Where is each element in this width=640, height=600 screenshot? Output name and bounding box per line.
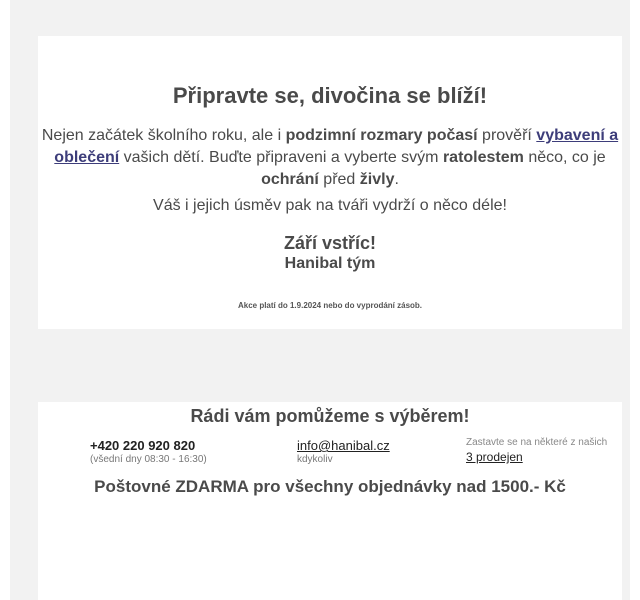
body-text-6: . [394,171,399,188]
stores-column [466,437,607,464]
promo-card [38,36,622,329]
body-text-1: Nejen začátek školního roku, ale i [41,127,286,144]
stores-link[interactable]: 3 prodejen [466,450,523,464]
smile-line: Váš i jejich úsměv pak na tváři vydrží o něco déle! [153,197,507,214]
equipment-link[interactable]: vybavení a oblečení [54,127,619,166]
free-shipping-banner: Poštovné ZDARMA pro všechny objednávky nad 1500.- Kč [94,477,566,496]
body-text-4: něco, co je [523,149,606,166]
body-bold-kids: ratolestem [442,149,524,166]
body-text-2: prověří [477,127,537,144]
email-column [297,438,390,465]
signoff-team: Hanibal tým [284,255,376,272]
body-bold-elements: živly [359,171,395,188]
stores-note: Zastavte se na některé z našich [466,437,608,448]
phone-hours: (všední dny 08:30 - 16:30) [90,454,207,465]
body-bold-protect: ochrání [261,171,319,188]
email-link[interactable]: info@hanibal.cz [297,438,390,453]
body-text-3: vašich dětí. Buďte připraveni a vyberte svým [119,149,443,166]
offer-disclaimer: Akce platí do 1.9.2024 nebo do vyprodání zásob. [237,301,423,310]
phone-column [90,438,207,465]
body-bold-weather: podzimní rozmary počasí [285,127,478,144]
phone-number[interactable]: +420 220 920 820 [90,438,196,453]
contact-card [38,402,622,600]
help-title: Rádi vám pomůžeme s výběrem! [190,406,470,426]
email-background [10,0,630,600]
signoff-month: Září vstříc! [283,233,377,253]
promo-paragraph [38,125,622,191]
promo-headline: Připravte se, divočina se blíží! [172,83,488,108]
body-text-5: před [318,171,360,188]
email-note: kdykoliv [297,454,333,465]
